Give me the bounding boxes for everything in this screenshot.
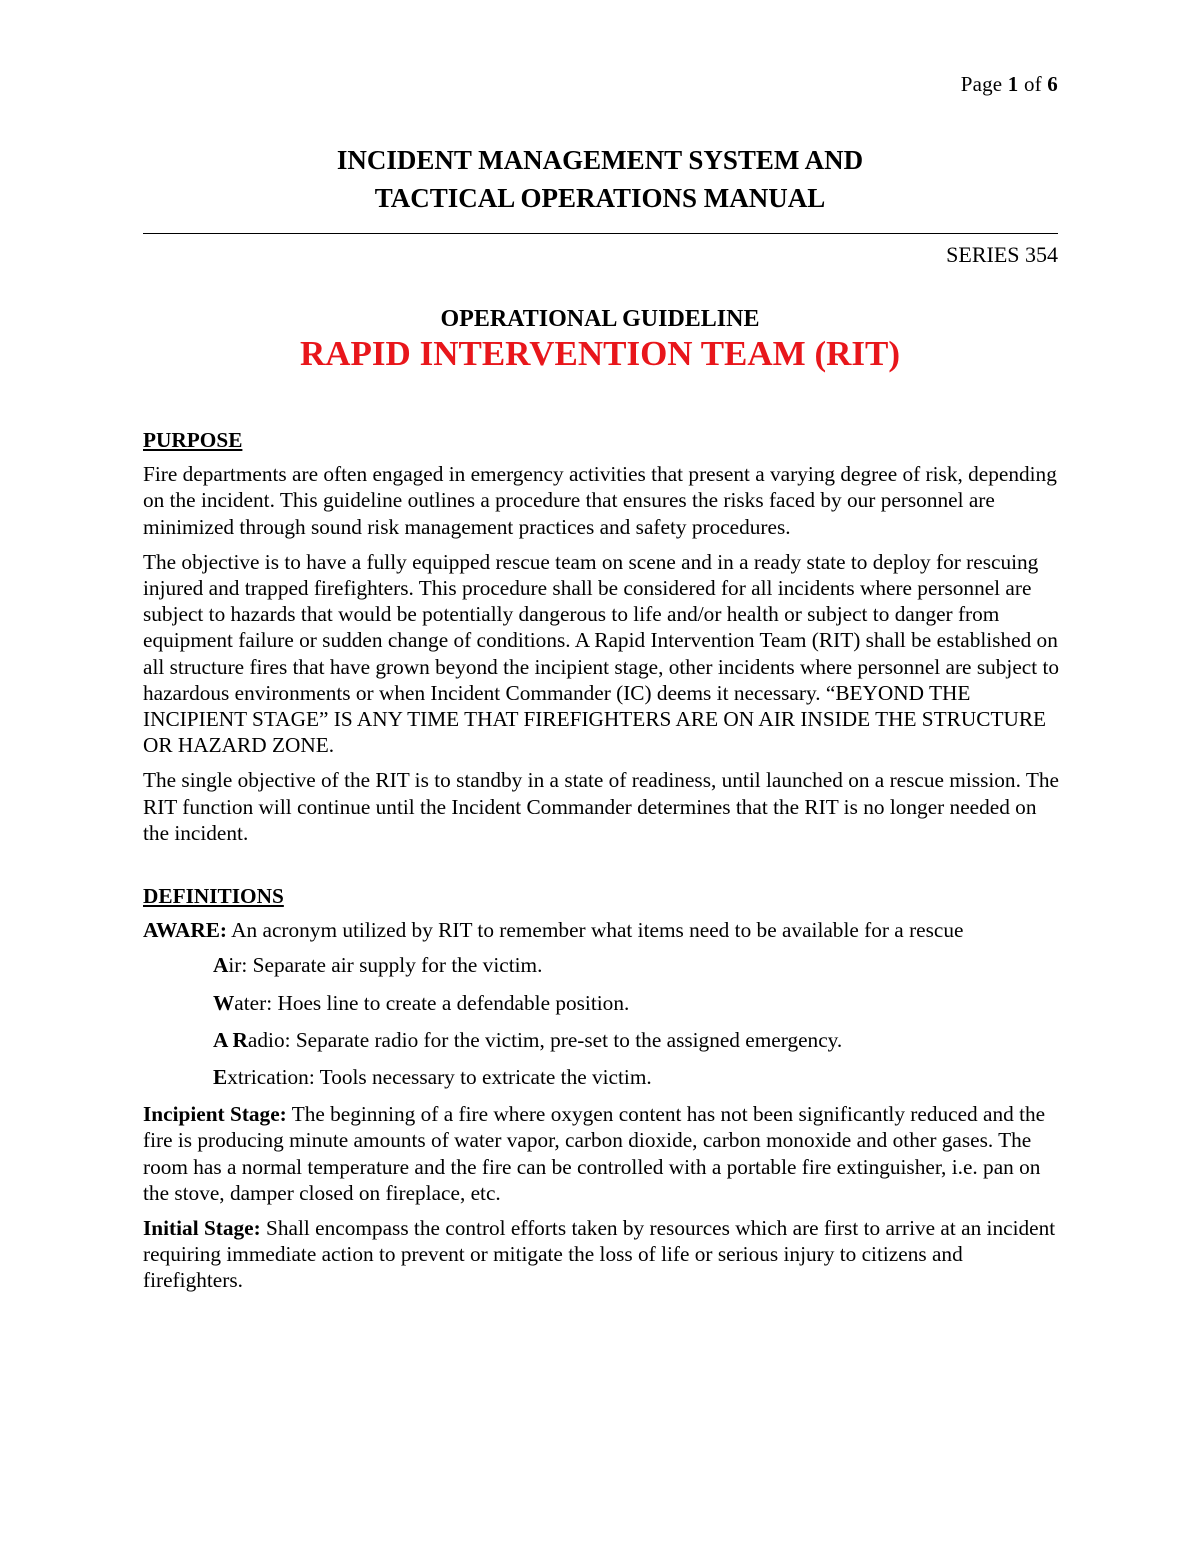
aware-item-extrication	[213, 1064, 1061, 1090]
aware-letter: E	[213, 1065, 228, 1090]
definition-initial-stage	[143, 1215, 1061, 1294]
aware-letter: A R	[213, 1027, 248, 1052]
page-current: 1	[1007, 72, 1019, 96]
definition-term: Initial Stage:	[143, 1216, 261, 1241]
aware-item-air	[213, 952, 1061, 978]
definition-incipient-stage	[143, 1101, 1061, 1206]
page-total: 6	[1047, 72, 1058, 96]
purpose-paragraph-2: The objective is to have a fully equipped rescue team on scene and in a ready state to deploy for rescuing injured and trapped firefighters. This procedure shall be considered for all incidents where personnel are subject to hazards that would be potentially dangerous to life and/or health or subject to danger from equipment failure or sudden change of conditions. A Rapid Intervention Team (RIT) shall be established on all structure fires that have grown beyond the incipient stage, other incidents where personnel are subject to hazardous environments or when Incident Commander (IC) deems it necessary. “BEYOND THE INCIPIENT STAGE” IS ANY TIME THAT FIREFIGHTERS ARE ON AIR INSIDE THE STRUCTURE OR HAZARD ZONE.	[143, 549, 1060, 758]
definition-term: Incipient Stage:	[143, 1102, 287, 1127]
manual-title-line1: INCIDENT MANAGEMENT SYSTEM AND	[336, 145, 864, 175]
definitions-heading: DEFINITIONS	[143, 884, 284, 909]
page-of: of	[1023, 72, 1042, 96]
definition-text: Shall encompass the control efforts taken by resources which are first to arrive at an incident requiring immediate action to prevent or mitigate the loss of life or serious injury to citizens and firefighters.	[143, 1216, 1056, 1293]
definition-term: AWARE:	[143, 918, 228, 943]
definition-text: The beginning of a fire where oxygen content has not been significantly reduced and the fire is producing minute amounts of water vapor, carbon dioxide, carbon monoxide and other gases. The room has a normal temperature and the fire can be controlled with a portable fire extinguisher, i.e. pan on the stove, damper closed on fireplace, etc.	[143, 1102, 1046, 1205]
manual-title-line2: TACTICAL OPERATIONS MANUAL	[374, 183, 826, 213]
guideline-title: RAPID INTERVENTION TEAM (RIT)	[300, 334, 900, 373]
page-number	[961, 72, 1058, 97]
series-number: SERIES 354	[946, 242, 1058, 267]
definition-aware	[143, 917, 1061, 943]
definition-text: An acronym utilized by RIT to remember what items need to be available for a rescue	[227, 918, 964, 943]
purpose-paragraph-1: Fire departments are often engaged in emergency activities that present a varying degree of risk, depending on the incident. This guideline outlines a procedure that ensures the risks faced by our personnel are minimized through sound risk management practices and safety procedures.	[143, 462, 1057, 539]
aware-letter: A	[213, 953, 229, 978]
guideline-label: OPERATIONAL GUIDELINE	[440, 306, 760, 332]
document-body	[143, 427, 1061, 1303]
aware-item-text: adio: Separate radio for the victim, pre-set to the assigned emergency.	[247, 1027, 843, 1052]
section-spacer	[143, 855, 1061, 883]
aware-item-text: ater: Hoes line to create a defendable position.	[234, 990, 630, 1015]
aware-item-water	[213, 990, 1061, 1016]
aware-item-text: ir: Separate air supply for the victim.	[228, 953, 543, 978]
purpose-paragraph-3: The single objective of the RIT is to standby in a state of readiness, until launched on a rescue mission. The RIT function will continue until the Incident Commander determines that the RIT is no longer needed on the incident.	[143, 768, 1059, 845]
page-prefix: Page	[960, 72, 1003, 96]
aware-item-radio	[213, 1027, 1061, 1053]
purpose-heading: PURPOSE	[143, 428, 243, 452]
aware-item-text: xtrication: Tools necessary to extricate the victim.	[227, 1065, 652, 1090]
aware-letter: W	[213, 990, 235, 1015]
title-divider	[143, 233, 1058, 234]
